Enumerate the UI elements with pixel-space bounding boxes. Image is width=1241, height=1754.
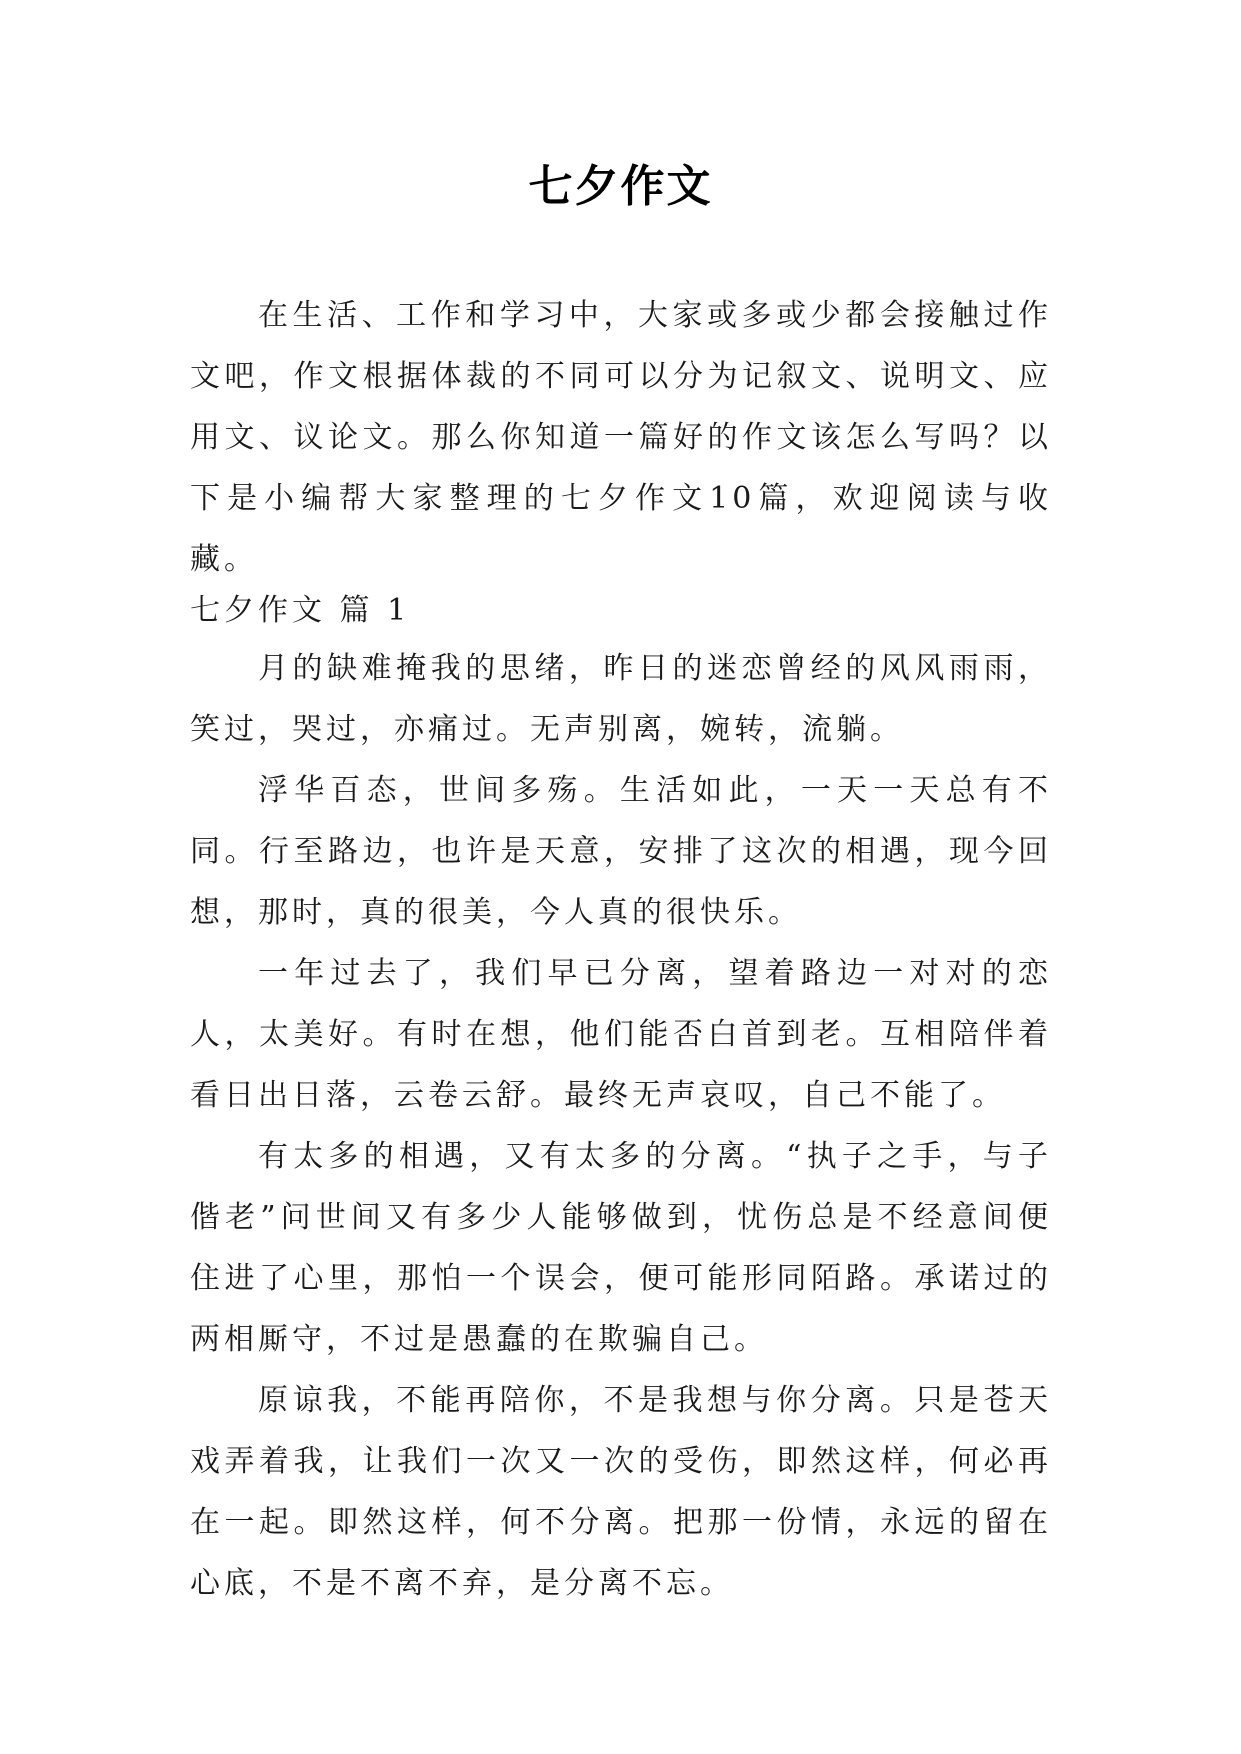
section-heading: 七夕作文 篇 1 xyxy=(190,593,411,628)
essay-paragraph: 浮华百态，世间多殇。生活如此，一天一天总有不同。行至路边，也许是天意，安排了这次的相遇，现今回想，那时，真的很美，今人真的很快乐。 xyxy=(190,773,1052,930)
document-title: 七夕作文 xyxy=(528,161,713,212)
essay-paragraph: 有太多的相遇，又有太多的分离。“执子之手，与子偕老”问世间又有多少人能够做到，忧伤总是不经意间便住进了心里，那怕一个误会，便可能形同陌路。承诺过的两相厮守，不过是愚蠢的在欺骗自己。 xyxy=(190,1139,1052,1357)
essay-paragraph: 月的缺难掩我的思绪，昨日的迷恋曾经的风风雨雨，笑过，哭过，亦痛过。无声别离，婉转，流躺。 xyxy=(190,651,1052,747)
essay-paragraph: 原谅我，不能再陪你，不是我想与你分离。只是苍天戏弄着我，让我们一次又一次的受伤，即然这样，何必再在一起。即然这样，何不分离。把那一份情，永远的留在心底，不是不离不弃，是分离不忘。 xyxy=(190,1383,1052,1601)
essay-body xyxy=(190,638,1052,1614)
essay-paragraph: 一年过去了，我们早已分离，望着路边一对对的恋人，太美好。有时在想，他们能否白首到老。互相陪伴着看日出日落，云卷云舒。最终无声哀叹，自己不能了。 xyxy=(190,956,1052,1113)
intro-paragraph: 在生活、工作和学习中，大家或多或少都会接触过作文吧，作文根据体裁的不同可以分为记叙文、说明文、应用文、议论文。那么你知道一篇好的作文该怎么写吗？以下是小编帮大家整理的七夕作文10篇，欢迎阅读与收藏。 xyxy=(190,298,1052,577)
intro-section xyxy=(190,285,1052,590)
